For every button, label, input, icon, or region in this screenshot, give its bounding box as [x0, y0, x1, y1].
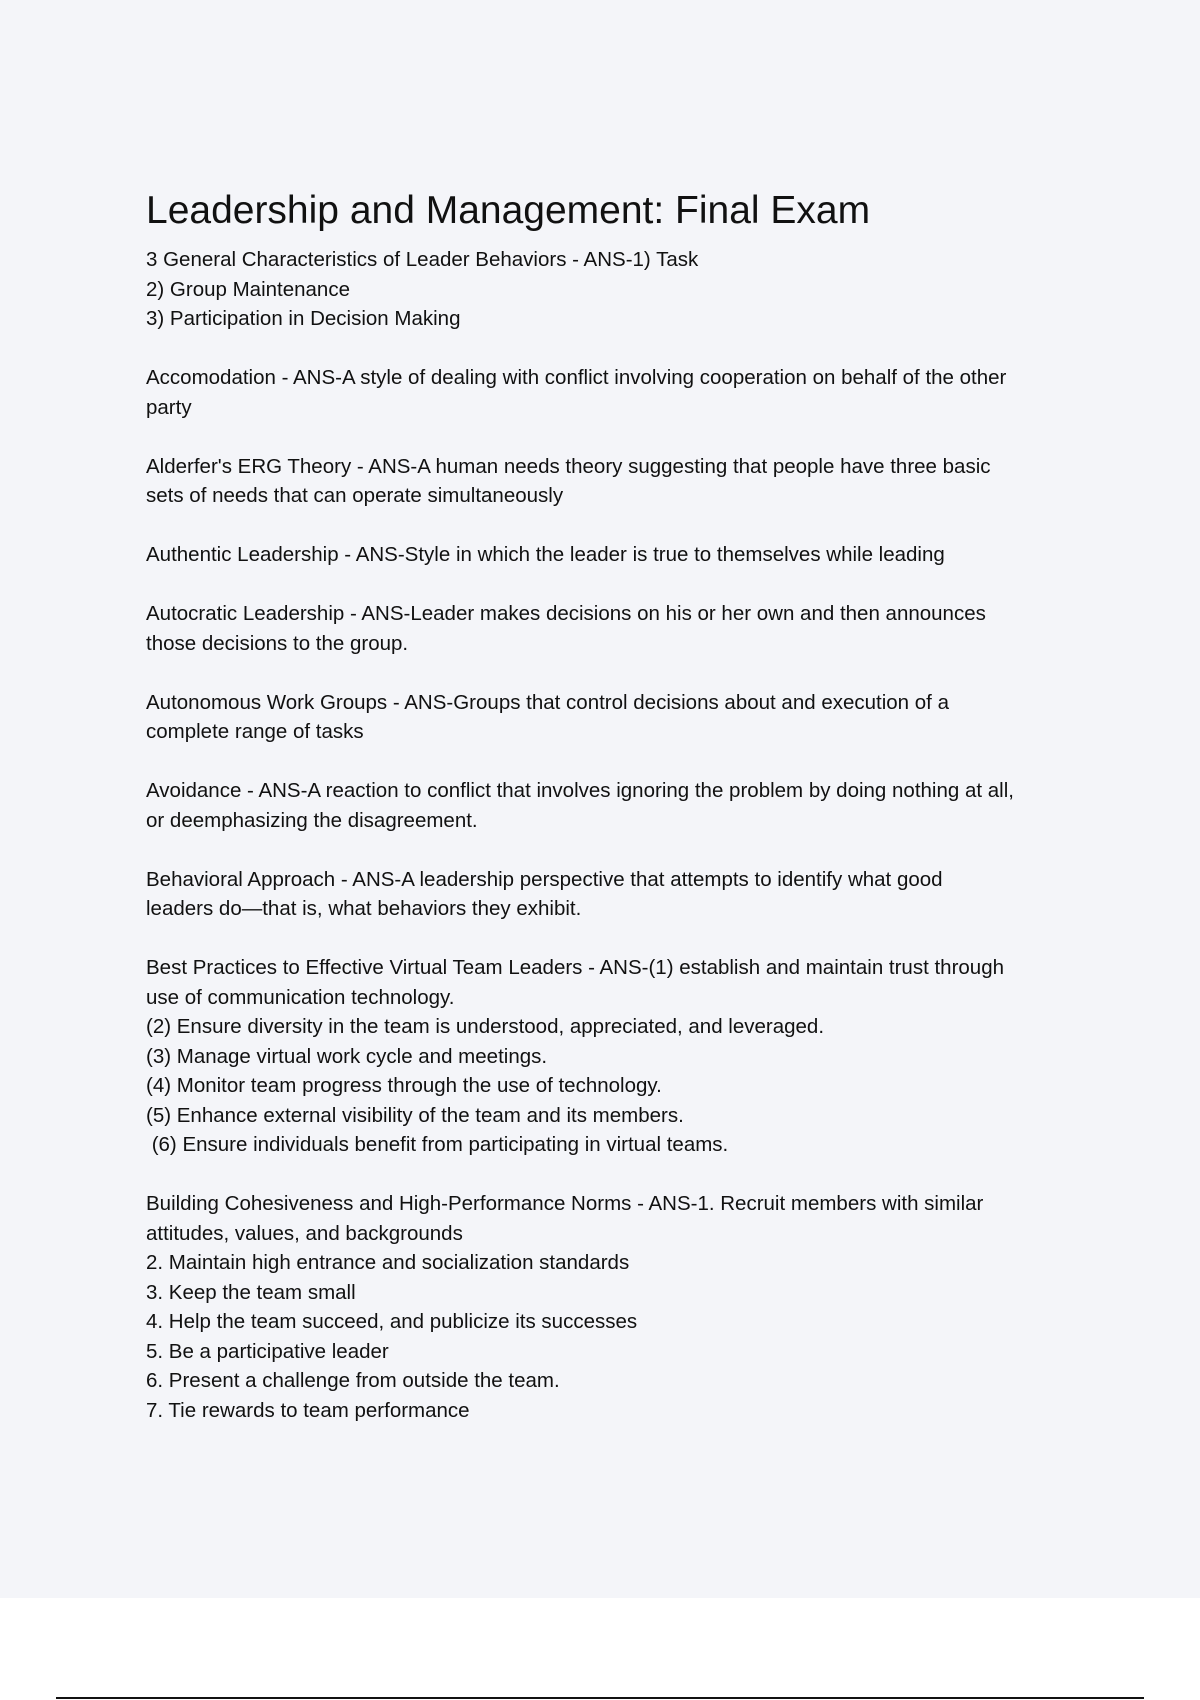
footer-divider: [56, 1697, 1144, 1699]
entry-line: use of communication technology.: [146, 985, 455, 1009]
entry-virtual-team-practices: [146, 953, 1106, 1160]
entry-line: Best Practices to Effective Virtual Team Leaders - ANS-(1) establish and maintain trust through: [146, 956, 1005, 979]
entry-line: 2) Group Maintenance: [146, 277, 350, 301]
entry-line: 5. Be a participative leader: [146, 1339, 389, 1363]
entry-line: 4. Help the team succeed, and publicize its successes: [146, 1310, 638, 1333]
entry-line: those decisions to the group.: [146, 631, 409, 655]
document-content: [146, 185, 1106, 1455]
entry-line: (2) Ensure diversity in the team is understood, appreciated, and leveraged.: [146, 1015, 825, 1038]
entry-erg-theory: [146, 452, 1106, 511]
entry-line: Building Cohesiveness and High-Performance Norms - ANS-1. Recruit members with similar: [146, 1192, 984, 1215]
entry-line: (6) Ensure individuals benefit from participating in virtual teams.: [146, 1133, 729, 1156]
entry-line: 6. Present a challenge from outside the team.: [146, 1369, 560, 1392]
entry-behavioral-approach: [146, 865, 1106, 924]
entry-line: (5) Enhance external visibility of the team and its members.: [146, 1103, 684, 1127]
entry-line: 2. Maintain high entrance and socialization standards: [146, 1251, 630, 1274]
entry-line: 3. Keep the team small: [146, 1280, 356, 1304]
entry-autocratic-leadership: [146, 599, 1106, 658]
entry-line: sets of needs that can operate simultaneously: [146, 484, 564, 507]
entry-line: (4) Monitor team progress through the use of technology.: [146, 1074, 662, 1097]
entry-line: Alderfer's ERG Theory - ANS-A human needs theory suggesting that people have three basic: [146, 454, 991, 478]
entry-line: party: [146, 395, 192, 419]
entry-cohesiveness-norms: [146, 1189, 1106, 1425]
entry-line: Authentic Leadership - ANS-Style in which the leader is true to themselves while leading: [146, 543, 945, 566]
entry-line: or deemphasizing the disagreement.: [146, 808, 478, 832]
entry-line: 7. Tie rewards to team performance: [146, 1398, 470, 1422]
entry-line: attitudes, values, and backgrounds: [146, 1221, 463, 1245]
entry-leader-behaviors: [146, 245, 1106, 334]
document-title: Leadership and Management: Final Exam: [146, 189, 871, 232]
entry-line: Autonomous Work Groups - ANS-Groups that control decisions about and execution of a: [146, 690, 949, 714]
entry-accomodation: [146, 363, 1106, 422]
entry-authentic-leadership: [146, 540, 1106, 570]
entry-line: 3) Participation in Decision Making: [146, 307, 461, 330]
entry-line: Autocratic Leadership - ANS-Leader makes decisions on his or her own and then announces: [146, 602, 986, 625]
entry-line: Accomodation - ANS-A style of dealing with conflict involving cooperation on behalf of the other: [146, 366, 1007, 389]
entry-line: leaders do—that is, what behaviors they exhibit.: [146, 897, 582, 920]
entry-line: 3 General Characteristics of Leader Behaviors - ANS-1) Task: [146, 248, 699, 271]
entry-line: Behavioral Approach - ANS-A leadership perspective that attempts to identify what good: [146, 867, 943, 891]
entry-line: Avoidance - ANS-A reaction to conflict that involves ignoring the problem by doing nothing at all,: [146, 779, 1014, 802]
entry-line: (3) Manage virtual work cycle and meetings.: [146, 1044, 548, 1068]
entry-line: complete range of tasks: [146, 720, 364, 743]
entry-avoidance: [146, 776, 1106, 835]
entry-autonomous-work-groups: [146, 688, 1106, 747]
